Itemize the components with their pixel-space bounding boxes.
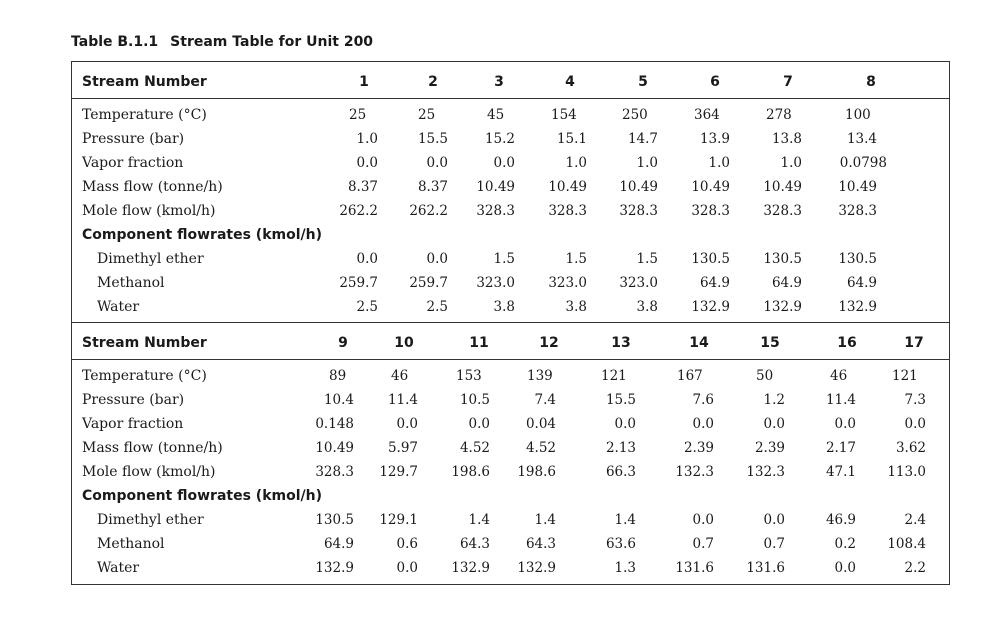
cell-pressure: 15.5 — [417, 131, 448, 147]
cell-mole-flow: 328.3 — [548, 203, 587, 219]
cell-water: 131.6 — [675, 560, 714, 576]
cell-mole-flow: 328.3 — [763, 203, 802, 219]
cell-temperature: 50 — [756, 368, 774, 384]
cell-dme: 2.4 — [904, 512, 926, 528]
stream-number: 8 — [866, 74, 876, 90]
stream-number: 17 — [904, 335, 924, 351]
stream-number-header: Stream Number — [82, 74, 207, 90]
cell-methanol: 63.6 — [605, 536, 636, 552]
cell-mole-flow: 328.3 — [691, 203, 730, 219]
row-label-mole-flow: Mole flow (kmol/h) — [82, 203, 216, 219]
row-label-methanol: Methanol — [97, 536, 165, 552]
cell-temperature: 25 — [418, 107, 436, 123]
cell-dme: 1.5 — [565, 251, 587, 267]
cell-temperature: 121 — [892, 368, 918, 384]
cell-methanol: 64.3 — [459, 536, 490, 552]
cell-temperature: 100 — [845, 107, 871, 123]
cell-water: 3.8 — [493, 299, 515, 315]
stream-number: 11 — [469, 335, 489, 351]
cell-vapor-fraction: 0.0 — [834, 416, 856, 432]
cell-mole-flow: 328.3 — [476, 203, 515, 219]
cell-mass-flow: 4.52 — [459, 440, 490, 456]
cell-pressure: 7.4 — [534, 392, 556, 408]
row-label-vapor-fraction: Vapor fraction — [82, 416, 184, 432]
cell-vapor-fraction: 0.0 — [356, 155, 378, 171]
cell-temperature: 154 — [551, 107, 577, 123]
cell-mole-flow: 328.3 — [619, 203, 658, 219]
cell-mass-flow: 2.39 — [754, 440, 785, 456]
row-label-vapor-fraction: Vapor fraction — [82, 155, 184, 171]
cell-vapor-fraction: 0.0 — [493, 155, 515, 171]
row-label-dme: Dimethyl ether — [97, 251, 204, 267]
cell-mole-flow: 113.0 — [887, 464, 926, 480]
row-label-pressure: Pressure (bar) — [82, 392, 185, 408]
cell-mass-flow: 2.17 — [825, 440, 856, 456]
cell-dme: 129.1 — [379, 512, 418, 528]
cell-methanol: 0.2 — [834, 536, 856, 552]
stream-number: 15 — [760, 335, 780, 351]
cell-mole-flow: 262.2 — [339, 203, 378, 219]
row-label-pressure: Pressure (bar) — [82, 131, 185, 147]
cell-water: 0.0 — [396, 560, 418, 576]
stream-number: 6 — [710, 74, 720, 90]
cell-vapor-fraction: 0.0 — [396, 416, 418, 432]
cell-methanol: 323.0 — [476, 275, 515, 291]
cell-mass-flow: 10.49 — [838, 179, 877, 195]
cell-pressure: 11.4 — [387, 392, 418, 408]
stream-number: 2 — [428, 74, 438, 90]
cell-dme: 0.0 — [426, 251, 448, 267]
cell-dme: 1.4 — [534, 512, 556, 528]
cell-mass-flow: 8.37 — [417, 179, 448, 195]
cell-methanol: 108.4 — [887, 536, 926, 552]
cell-water: 132.9 — [315, 560, 354, 576]
cell-methanol: 64.9 — [323, 536, 354, 552]
cell-dme: 46.9 — [825, 512, 856, 528]
cell-mole-flow: 129.7 — [379, 464, 418, 480]
cell-methanol: 64.9 — [771, 275, 802, 291]
cell-mass-flow: 2.13 — [605, 440, 636, 456]
stream-number-header: Stream Number — [82, 335, 207, 351]
cell-dme: 0.0 — [356, 251, 378, 267]
cell-methanol: 0.7 — [692, 536, 714, 552]
row-label-mole-flow: Mole flow (kmol/h) — [82, 464, 216, 480]
cell-temperature: 250 — [622, 107, 648, 123]
cell-vapor-fraction: 1.0 — [780, 155, 802, 171]
row-label-mass-flow: Mass flow (tonne/h) — [82, 179, 223, 195]
cell-mole-flow: 132.3 — [746, 464, 785, 480]
cell-temperature: 89 — [329, 368, 347, 384]
stream-number: 12 — [539, 335, 559, 351]
row-label-water: Water — [97, 560, 140, 576]
cell-mole-flow: 328.3 — [315, 464, 354, 480]
cell-vapor-fraction: 0.0798 — [839, 155, 887, 171]
cell-mass-flow: 10.49 — [315, 440, 354, 456]
cell-temperature: 25 — [349, 107, 367, 123]
cell-mass-flow: 2.39 — [683, 440, 714, 456]
cell-temperature: 121 — [601, 368, 627, 384]
cell-temperature: 46 — [391, 368, 409, 384]
cell-mole-flow: 66.3 — [605, 464, 636, 480]
cell-temperature: 139 — [527, 368, 553, 384]
row-label-water: Water — [97, 299, 140, 315]
cell-dme: 1.4 — [614, 512, 636, 528]
cell-methanol: 259.7 — [409, 275, 448, 291]
row-label-temperature: Temperature (°C) — [82, 368, 207, 384]
cell-mass-flow: 10.49 — [763, 179, 802, 195]
cell-methanol: 64.9 — [699, 275, 730, 291]
cell-mass-flow: 8.37 — [347, 179, 378, 195]
cell-water: 2.2 — [904, 560, 926, 576]
cell-dme: 130.5 — [763, 251, 802, 267]
cell-mole-flow: 47.1 — [825, 464, 856, 480]
header-rule-1 — [72, 98, 949, 99]
cell-dme: 0.0 — [763, 512, 785, 528]
cell-mole-flow: 328.3 — [838, 203, 877, 219]
stream-number: 9 — [338, 335, 348, 351]
cell-pressure: 10.4 — [323, 392, 354, 408]
cell-vapor-fraction: 0.04 — [525, 416, 556, 432]
stream-number: 4 — [565, 74, 575, 90]
cell-water: 0.0 — [834, 560, 856, 576]
cell-methanol: 64.3 — [525, 536, 556, 552]
cell-temperature: 46 — [830, 368, 848, 384]
cell-methanol: 64.9 — [846, 275, 877, 291]
cell-mole-flow: 198.6 — [517, 464, 556, 480]
cell-mass-flow: 5.97 — [387, 440, 418, 456]
stream-number: 10 — [394, 335, 414, 351]
cell-dme: 130.5 — [315, 512, 354, 528]
cell-mass-flow: 10.49 — [476, 179, 515, 195]
stream-number: 14 — [689, 335, 709, 351]
cell-methanol: 259.7 — [339, 275, 378, 291]
cell-pressure: 10.5 — [459, 392, 490, 408]
cell-temperature: 278 — [766, 107, 792, 123]
header-rule-2 — [72, 359, 949, 360]
cell-water: 131.6 — [746, 560, 785, 576]
stream-number: 3 — [494, 74, 504, 90]
cell-pressure: 15.5 — [605, 392, 636, 408]
cell-water: 132.9 — [838, 299, 877, 315]
cell-mass-flow: 10.49 — [548, 179, 587, 195]
cell-temperature: 167 — [677, 368, 703, 384]
cell-mass-flow: 4.52 — [525, 440, 556, 456]
cell-methanol: 0.7 — [763, 536, 785, 552]
section-divider — [72, 322, 949, 323]
cell-vapor-fraction: 0.0 — [763, 416, 785, 432]
cell-methanol: 323.0 — [548, 275, 587, 291]
cell-dme: 0.0 — [692, 512, 714, 528]
stream-number: 5 — [638, 74, 648, 90]
table-caption-title: Stream Table for Unit 200 — [170, 34, 374, 50]
cell-vapor-fraction: 0.0 — [692, 416, 714, 432]
cell-vapor-fraction: 0.148 — [315, 416, 354, 432]
cell-pressure: 11.4 — [825, 392, 856, 408]
cell-vapor-fraction: 1.0 — [708, 155, 730, 171]
table-caption-label: Table B.1.1 — [71, 34, 159, 50]
cell-water: 2.5 — [426, 299, 448, 315]
cell-mass-flow: 3.62 — [895, 440, 926, 456]
cell-pressure: 15.2 — [484, 131, 515, 147]
cell-dme: 130.5 — [691, 251, 730, 267]
cell-methanol: 0.6 — [396, 536, 418, 552]
cell-pressure: 1.0 — [356, 131, 378, 147]
cell-vapor-fraction: 0.0 — [426, 155, 448, 171]
stream-number: 16 — [837, 335, 857, 351]
cell-water: 2.5 — [356, 299, 378, 315]
cell-water: 3.8 — [565, 299, 587, 315]
cell-temperature: 45 — [487, 107, 505, 123]
cell-mass-flow: 10.49 — [619, 179, 658, 195]
cell-pressure: 7.3 — [904, 392, 926, 408]
cell-dme: 1.5 — [493, 251, 515, 267]
cell-mass-flow: 10.49 — [691, 179, 730, 195]
cell-water: 132.9 — [691, 299, 730, 315]
cell-dme: 130.5 — [838, 251, 877, 267]
cell-vapor-fraction: 0.0 — [904, 416, 926, 432]
cell-vapor-fraction: 0.0 — [468, 416, 490, 432]
cell-pressure: 1.2 — [763, 392, 785, 408]
cell-temperature: 153 — [456, 368, 482, 384]
cell-pressure: 7.6 — [692, 392, 714, 408]
cell-pressure: 13.8 — [771, 131, 802, 147]
cell-water: 132.9 — [763, 299, 802, 315]
cell-vapor-fraction: 1.0 — [636, 155, 658, 171]
cell-vapor-fraction: 0.0 — [614, 416, 636, 432]
table-caption — [71, 34, 373, 50]
cell-mole-flow: 262.2 — [409, 203, 448, 219]
cell-pressure: 13.9 — [699, 131, 730, 147]
cell-mole-flow: 198.6 — [451, 464, 490, 480]
row-label-temperature: Temperature (°C) — [82, 107, 207, 123]
cell-methanol: 323.0 — [619, 275, 658, 291]
cell-dme: 1.5 — [636, 251, 658, 267]
cell-pressure: 13.4 — [846, 131, 877, 147]
cell-dme: 1.4 — [468, 512, 490, 528]
cell-water: 3.8 — [636, 299, 658, 315]
component-flowrates-header: Component flowrates (kmol/h) — [82, 488, 322, 504]
row-label-methanol: Methanol — [97, 275, 165, 291]
component-flowrates-header: Component flowrates (kmol/h) — [82, 227, 322, 243]
row-label-mass-flow: Mass flow (tonne/h) — [82, 440, 223, 456]
stream-number: 1 — [359, 74, 369, 90]
cell-water: 132.9 — [451, 560, 490, 576]
cell-pressure: 15.1 — [556, 131, 587, 147]
cell-water: 132.9 — [517, 560, 556, 576]
cell-vapor-fraction: 1.0 — [565, 155, 587, 171]
row-label-dme: Dimethyl ether — [97, 512, 204, 528]
cell-mole-flow: 132.3 — [675, 464, 714, 480]
cell-pressure: 14.7 — [627, 131, 658, 147]
cell-temperature: 364 — [694, 107, 720, 123]
stream-number: 13 — [611, 335, 631, 351]
cell-water: 1.3 — [614, 560, 636, 576]
stream-number: 7 — [783, 74, 793, 90]
